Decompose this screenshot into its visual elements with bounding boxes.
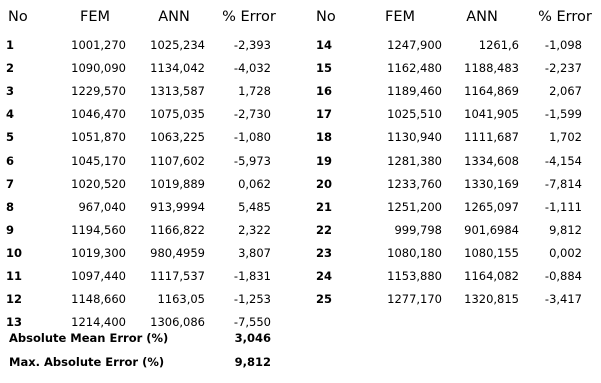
left-cell-error: -5,973 [233, 153, 271, 168]
left-cell-ann: 1117,537 [150, 269, 205, 283]
left-cell-ann: 1306,086 [150, 315, 205, 330]
right-cell-fem: 1277,170 [387, 292, 442, 307]
right-cell-ann: 1164,082 [464, 269, 519, 283]
left-cell-error: -1,253 [233, 292, 271, 307]
right-cell-fem: 1130,940 [387, 130, 442, 145]
right-cell-error: -3,417 [544, 292, 582, 307]
left-cell-ann: 1025,234 [150, 38, 205, 52]
header-error-right: % Error [538, 9, 592, 25]
right-cell-ann: 1111,687 [464, 130, 519, 145]
left-cell-fem: 1020,520 [71, 176, 126, 191]
left-cell-fem: 1001,270 [71, 38, 126, 52]
left-cell-ann: 913,9994 [150, 199, 205, 214]
left-cell-error: 3,807 [238, 245, 271, 260]
right-cell-error: 0,002 [549, 245, 582, 260]
left-cell-fem: 1194,560 [71, 222, 126, 237]
table-row [0, 104, 601, 124]
table-row [0, 81, 601, 101]
left-cell-fem: 1097,440 [71, 269, 126, 283]
right-cell-fem: 999,798 [394, 222, 442, 237]
left-cell-no: 13 [6, 315, 23, 330]
right-cell-fem: 1251,200 [387, 199, 442, 214]
left-cell-ann: 1134,042 [150, 61, 205, 76]
left-cell-fem: 967,040 [78, 199, 126, 214]
left-cell-error: 2,322 [238, 222, 271, 237]
left-cell-ann: 1107,602 [150, 153, 205, 168]
header-ann-right: ANN [466, 9, 498, 25]
header-no-left: No [8, 9, 28, 25]
absolute-mean-error-label: Absolute Mean Error (%) [9, 331, 169, 345]
left-cell-error: 1,728 [238, 84, 271, 99]
table-row [0, 243, 601, 263]
right-cell-error: -7,814 [544, 176, 582, 191]
left-cell-ann: 1019,889 [150, 176, 205, 191]
left-cell-fem: 1229,570 [71, 84, 126, 99]
right-cell-ann: 1265,097 [464, 199, 519, 214]
header-ann-left: ANN [158, 9, 190, 25]
right-cell-no: 23 [316, 245, 333, 260]
left-cell-error: -1,831 [233, 269, 271, 283]
right-cell-no: 18 [316, 130, 333, 145]
left-cell-fem: 1148,660 [71, 292, 126, 307]
right-cell-no: 21 [316, 199, 333, 214]
left-cell-fem: 1214,400 [71, 315, 126, 330]
left-cell-ann: 1313,587 [150, 84, 205, 99]
left-cell-fem: 1045,170 [71, 153, 126, 168]
right-cell-fem: 1153,880 [387, 269, 442, 283]
left-cell-no: 3 [6, 84, 15, 99]
right-cell-fem: 1162,480 [387, 61, 442, 76]
left-cell-error: -2,393 [233, 38, 271, 52]
right-cell-error: -2,237 [544, 61, 582, 76]
header-no-right: No [316, 9, 336, 25]
right-cell-ann: 1164,869 [464, 84, 519, 99]
absolute-mean-error-value: 3,046 [234, 331, 271, 345]
right-cell-error: 2,067 [549, 84, 582, 99]
right-cell-ann: 1320,815 [464, 292, 519, 307]
right-cell-error: 9,812 [549, 222, 582, 237]
table-row [0, 289, 601, 309]
right-cell-error: -1,111 [544, 199, 582, 214]
left-cell-fem: 1090,090 [71, 61, 126, 76]
table-row [0, 127, 601, 147]
right-cell-ann: 1041,905 [464, 107, 519, 122]
right-cell-no: 17 [316, 107, 333, 122]
left-cell-no: 2 [6, 61, 15, 76]
left-cell-no: 9 [6, 222, 15, 237]
right-cell-error: -1,098 [544, 38, 582, 52]
right-cell-ann: 901,6984 [464, 222, 519, 237]
right-cell-no: 16 [316, 84, 333, 99]
header-fem-left: FEM [79, 9, 111, 25]
right-cell-fem: 1247,900 [387, 38, 442, 52]
left-cell-fem: 1046,470 [71, 107, 126, 122]
table-row [0, 35, 601, 55]
left-cell-no: 7 [6, 176, 15, 191]
left-cell-error: -4,032 [233, 61, 271, 76]
max-absolute-error-value: 9,812 [234, 355, 271, 369]
left-cell-error: 0,062 [238, 176, 271, 191]
left-cell-error: -1,080 [233, 130, 271, 145]
left-cell-no: 8 [6, 199, 15, 214]
left-cell-no: 11 [6, 269, 23, 283]
left-cell-error: -2,730 [233, 107, 271, 122]
left-cell-ann: 1075,035 [150, 107, 205, 122]
table-row [0, 266, 601, 286]
right-cell-no: 24 [316, 269, 333, 283]
right-cell-no: 20 [316, 176, 333, 191]
left-cell-ann: 980,4959 [150, 245, 205, 260]
right-cell-no: 19 [316, 153, 333, 168]
left-cell-no: 1 [6, 38, 15, 52]
right-cell-error: -0,884 [544, 269, 582, 283]
right-cell-error: 1,702 [549, 130, 582, 145]
left-cell-error: 5,485 [238, 199, 271, 214]
table-row [0, 220, 601, 240]
left-cell-no: 12 [6, 292, 23, 307]
right-cell-fem: 1080,180 [387, 245, 442, 260]
right-cell-fem: 1025,510 [387, 107, 442, 122]
header-fem-right: FEM [384, 9, 416, 25]
left-cell-ann: 1166,822 [150, 222, 205, 237]
right-cell-ann: 1261,6 [478, 38, 519, 52]
max-absolute-error-label: Max. Absolute Error (%) [9, 355, 165, 369]
left-cell-ann: 1063,225 [150, 130, 205, 145]
right-cell-no: 25 [316, 292, 333, 307]
left-cell-fem: 1051,870 [71, 130, 126, 145]
left-cell-no: 10 [6, 245, 23, 260]
left-cell-fem: 1019,300 [71, 245, 126, 260]
right-cell-ann: 1330,169 [464, 176, 519, 191]
table-row [0, 174, 601, 194]
right-cell-error: -1,599 [544, 107, 582, 122]
right-cell-fem: 1281,380 [387, 153, 442, 168]
right-cell-ann: 1334,608 [464, 153, 519, 168]
right-cell-ann: 1188,483 [464, 61, 519, 76]
right-cell-fem: 1189,460 [387, 84, 442, 99]
right-cell-no: 14 [316, 38, 333, 52]
right-cell-no: 22 [316, 222, 333, 237]
table-row [0, 151, 601, 171]
table-row [0, 58, 601, 78]
left-cell-error: -7,550 [233, 315, 271, 330]
left-cell-no: 6 [6, 153, 15, 168]
right-cell-ann: 1080,155 [464, 245, 519, 260]
right-cell-error: -4,154 [544, 153, 582, 168]
left-cell-ann: 1163,05 [157, 292, 205, 307]
header-error-left: % Error [222, 9, 276, 25]
table-row [0, 197, 601, 217]
left-cell-no: 5 [6, 130, 15, 145]
right-cell-no: 15 [316, 61, 333, 76]
left-cell-no: 4 [6, 107, 15, 122]
right-cell-fem: 1233,760 [387, 176, 442, 191]
